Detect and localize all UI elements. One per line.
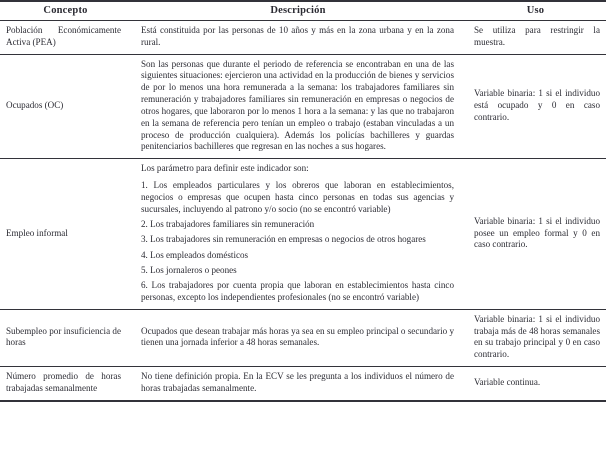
cell-uso: Variable continua. (465, 367, 606, 401)
column-header-descripcion: Descripción (131, 1, 465, 21)
description-item: 6. Los trabajadores por cuenta propia que laboran en establecimientos hasta cinco personas, excepto los independientes profesionales (no se encontró variable) (141, 280, 454, 302)
column-header-concepto: Concepto (0, 1, 131, 21)
cell-concepto: Número promedio de horas trabajadas semanalmente (0, 367, 131, 401)
description-item: 1. Los empleados particulares y los obreros que laboran en establecimientos, negocios o empresas que ocupen hasta cinco personas en todas sus agencias y sucursales, incluyendo al patrono y/o socio (no se encontró variable) (141, 179, 454, 214)
cell-uso: Variable binaria: 1 si el individuo trabaja más de 48 horas semanales en su trabajo principal y 0 en caso contrario. (465, 309, 606, 366)
cell-concepto: Ocupados (OC) (0, 54, 131, 159)
description-paragraph: Está constituida por las personas de 10 años y más en la zona urbana y en la zona rural. (141, 25, 454, 47)
table-row (0, 54, 606, 159)
description-item: 4. Los empleados domésticos (141, 249, 249, 260)
cell-concepto: Empleo informal (0, 159, 131, 310)
table-row (0, 159, 606, 310)
column-header-uso: Uso (465, 1, 606, 21)
cell-descripcion (131, 309, 465, 366)
cell-uso: Se utiliza para restringir la muestra. (465, 21, 606, 55)
cell-concepto: Población Económicamente Activa (PEA) (0, 21, 131, 55)
description-item: 3. Los trabajadores sin remuneración en empresas o negocios de otros hogares (141, 234, 426, 245)
table-header (0, 1, 606, 21)
table-body (0, 21, 606, 401)
description-paragraph: Ocupados que desean trabajar más horas ya sea en su empleo principal o secundario y tienen una jornada inferior a 48 horas semanales. (141, 325, 454, 348)
description-paragraph: Son las personas que durante el periodo de referencia se encontraban en una de las siguientes situaciones: ejercieron una actividad en la producción de bienes y servicios de por lo menos una hora remunerada a la semana: los trabajadores familiares sin remuneración y trabajadores familiares sin remuneración en empresas o negocios de otros hogares, que laboraron por lo menos 1 hora a la semana: y las que no trabajaron en la semana de referencia pero tenían un empleo o trabajo (estaban vinculadas a un proceso de producción cualquiera). Además los policías bachilleres y guardas penitenciarios bachilleres que regresan en las noches a sus hogares. (141, 58, 454, 152)
cell-concepto: Subempleo por insuficiencia de horas (0, 309, 131, 366)
cell-descripcion (131, 367, 465, 401)
cell-descripcion (131, 54, 465, 159)
table-row (0, 367, 606, 401)
description-item: 2. Los trabajadores familiares sin remuneración (141, 218, 315, 229)
table-row (0, 309, 606, 366)
table-row (0, 21, 606, 55)
header-row (0, 1, 606, 21)
cell-descripcion (131, 159, 465, 310)
cell-uso: Variable binaria: 1 si el individuo posee un empleo formal y 0 en caso contrario. (465, 159, 606, 310)
description-paragraph: No tiene definición propia. En la ECV se les pregunta a los individuos el número de horas trabajadas semanalmente. (141, 371, 454, 393)
description-item: 5. Los jornaleros o peones (141, 264, 237, 275)
cell-uso: Variable binaria: 1 si el individuo está ocupado y 0 en caso contrario. (465, 54, 606, 159)
description-lead: Los parámetro para definir este indicador son: (141, 163, 309, 174)
cell-descripcion (131, 21, 465, 55)
